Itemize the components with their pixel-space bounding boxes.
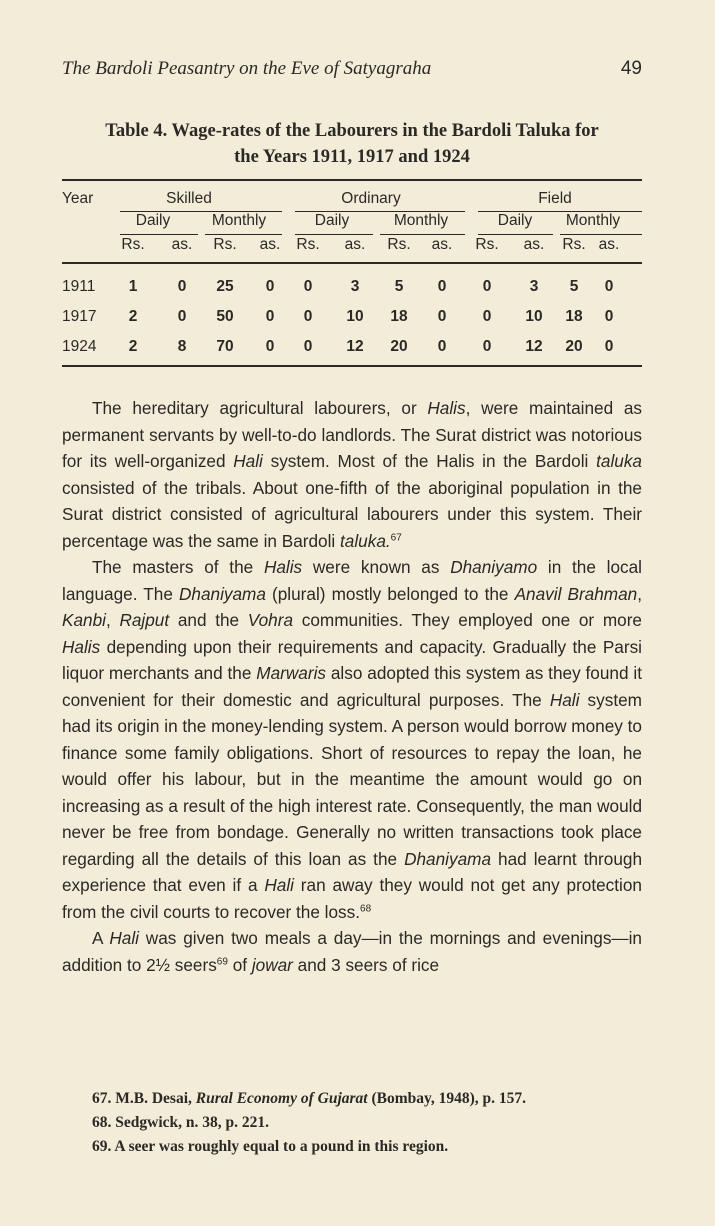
text-run: ,	[105, 610, 120, 630]
paragraph-hereditary-labourers	[62, 395, 642, 554]
table-cell: 0	[482, 338, 492, 355]
text-run: Dhaniyamo	[450, 557, 538, 577]
table-cell: 0	[265, 338, 275, 355]
table-cell: 0	[437, 338, 447, 355]
header-group-ordinary: Ordinary	[341, 190, 401, 207]
text-run: depending upon their requirements and capacity. Gradually the Parsi liquor merchants and the	[62, 636, 642, 683]
rule-skilled-monthly	[205, 234, 282, 235]
table-cell: 2	[128, 338, 138, 355]
table-row	[0, 308, 715, 330]
table-top-rule	[62, 179, 642, 181]
table-cell: 0	[303, 308, 313, 325]
table-cell: 12	[346, 338, 364, 355]
table-cell: 3	[529, 278, 539, 295]
text-run: system. Most of the Halis in the Bardoli	[262, 451, 597, 471]
text-run: Hali	[109, 928, 139, 948]
text-run: Dhaniyama	[179, 583, 266, 604]
rule-field-monthly	[560, 234, 642, 235]
text-run: (plural) mostly belonged to the	[265, 583, 515, 604]
header-unit: as.	[431, 236, 453, 253]
text-run: Rajput	[119, 610, 170, 630]
header-period-ordinary-daily: Daily	[314, 212, 350, 229]
table-cell: 0	[265, 278, 275, 295]
header-unit: Rs.	[562, 236, 586, 253]
table-row	[0, 338, 715, 360]
table-cell: 25	[216, 278, 234, 295]
text-run: and 3 seers of rice	[292, 954, 440, 975]
footnote-ref: 67	[390, 531, 402, 543]
text-run: Hali	[233, 451, 263, 471]
text-run: was given two meals a day—in the mornings and evenings—in addition to 2½ seers	[62, 928, 642, 975]
header-unit: Rs.	[387, 236, 411, 253]
paragraph-hali-wages	[62, 925, 642, 978]
text-run: Halis	[263, 557, 303, 577]
table-cell: 0	[604, 308, 614, 325]
row-year: 1924	[62, 338, 97, 355]
table-cell: 2	[128, 308, 138, 325]
table-cell: 0	[177, 278, 187, 295]
header-period-skilled-daily: Daily	[135, 212, 171, 229]
text-run: Dhaniyama	[404, 848, 492, 869]
table-cell: 10	[525, 308, 543, 325]
running-head-title: The Bardoli Peasantry on the Eve of Satyagraha	[62, 58, 432, 79]
table-cell: 0	[303, 278, 313, 295]
table-cell: 0	[265, 308, 275, 325]
table-cell: 0	[177, 308, 187, 325]
text-run: Hali	[264, 875, 294, 895]
running-head	[62, 58, 642, 80]
table-cell: 0	[437, 278, 447, 295]
text-run: Anavil Brahman	[514, 583, 638, 604]
text-run: in the local language. The	[62, 557, 642, 604]
paragraph-masters-of-halis	[62, 554, 642, 925]
header-period-ordinary-monthly: Monthly	[393, 212, 449, 229]
table-cell: 0	[437, 308, 447, 325]
table-title-line-2: the Years 1911, 1917 and 1924	[234, 147, 470, 167]
header-unit: Rs.	[213, 236, 237, 253]
header-unit: as.	[598, 236, 620, 253]
text-run: communities. They employed one or more	[293, 610, 642, 630]
header-period-field-daily: Daily	[497, 212, 533, 229]
text-run: and the	[169, 610, 248, 630]
header-group-field: Field	[538, 190, 572, 207]
text-run: jowar	[251, 954, 293, 975]
text-run: A	[92, 928, 110, 948]
rule-ordinary-daily	[295, 234, 373, 235]
header-unit: as.	[344, 236, 366, 253]
header-unit: as.	[171, 236, 193, 253]
table-title-line-1: Table 4. Wage-rates of the Labourers in the Bardoli Taluka for	[105, 121, 599, 141]
table-cell: 0	[604, 278, 614, 295]
table-cell: 12	[525, 338, 543, 355]
body-text	[62, 395, 642, 978]
text-run: Kanbi	[62, 610, 106, 630]
table-bottom-rule	[62, 365, 642, 367]
footnote-ref: 69	[216, 955, 228, 967]
table-cell: 20	[390, 338, 408, 355]
table-title	[62, 118, 642, 170]
table-cell: 10	[346, 308, 364, 325]
footnote-68: 68. Sedgwick, n. 38, p. 221.	[92, 1114, 269, 1131]
header-period-skilled-monthly: Monthly	[211, 212, 267, 229]
row-year: 1911	[62, 278, 96, 295]
header-unit: as.	[259, 236, 281, 253]
page-number: 49	[620, 58, 642, 79]
text-run: Vohra	[247, 610, 294, 630]
table-cell: 3	[350, 278, 360, 295]
rule-ordinary-monthly	[380, 234, 465, 235]
text-run: Marwaris	[256, 663, 327, 683]
table-cell: 18	[565, 308, 583, 325]
header-unit: Rs.	[475, 236, 499, 253]
table-cell: 1	[128, 278, 138, 295]
table-cell: 18	[390, 308, 408, 325]
text-run: ran away they would not get any protection from the civil courts to recover the loss.	[62, 875, 642, 922]
rule-field-daily	[478, 234, 553, 235]
table-row	[0, 278, 715, 300]
text-run: were known as	[302, 557, 451, 577]
table-cell: 5	[394, 278, 404, 295]
table-cell: 0	[604, 338, 614, 355]
text-run: of	[227, 954, 252, 975]
text-run: had learnt through experience that even if a	[62, 848, 642, 895]
table-header-rule	[62, 262, 642, 264]
table-cell: 0	[303, 338, 313, 355]
text-run: The hereditary agricultural labourers, or	[92, 398, 428, 418]
footnote-ref: 68	[360, 902, 372, 914]
header-unit: Rs.	[296, 236, 320, 253]
footnotes	[92, 1087, 647, 1159]
header-period-field-monthly: Monthly	[565, 212, 621, 229]
text-run: ,	[637, 583, 642, 604]
table-cell: 50	[216, 308, 234, 325]
rule-skilled-daily	[120, 234, 198, 235]
text-run: , were maintained as permanent servants by well-to-do landlords. The Surat district was notorious for its well-organized	[62, 398, 642, 471]
text-run: taluka.	[340, 530, 391, 551]
table-cell: 20	[565, 338, 583, 355]
table-cell: 0	[482, 278, 492, 295]
table-cell: 70	[216, 338, 234, 355]
table-cell: 0	[482, 308, 492, 325]
header-unit: Rs.	[121, 236, 145, 253]
text-run: consisted of the tribals. About one-fifth of the aboriginal population in the Surat district consisted of agricultural labourers under this system. Their percentage was the same in Bardoli	[62, 477, 642, 551]
row-year: 1917	[62, 308, 97, 325]
text-run: also adopted this system as they found it convenient for their domestic and agricultural purposes. The	[62, 663, 642, 710]
text-run: taluka	[596, 451, 642, 471]
footnote-69: 69. A seer was roughly equal to a pound in this region.	[92, 1138, 449, 1155]
header-year: Year	[62, 190, 94, 207]
text-run: Halis	[427, 398, 466, 418]
header-unit: as.	[523, 236, 545, 253]
text-run: Hali	[549, 689, 580, 710]
header-group-skilled: Skilled	[166, 190, 212, 207]
table-cell: 8	[177, 338, 187, 355]
footnote-67: 67. M.B. Desai, Rural Economy of Gujarat (Bombay, 1948), p. 157.	[92, 1090, 527, 1107]
text-run: system had its origin in the money-lending system. A person would borrow money to finance some family obligations. Short of resources to repay the loan, he would offer his labour, but in the meantime the amount would go on increasing as a result of the high interest rate. Consequently, the man would never be free from bondage. Generally no written transactions took place regarding all the details of this loan as the	[62, 689, 642, 869]
table-cell: 5	[569, 278, 579, 295]
text-run: The masters of the	[92, 557, 264, 577]
text-run: Halis	[62, 636, 101, 657]
